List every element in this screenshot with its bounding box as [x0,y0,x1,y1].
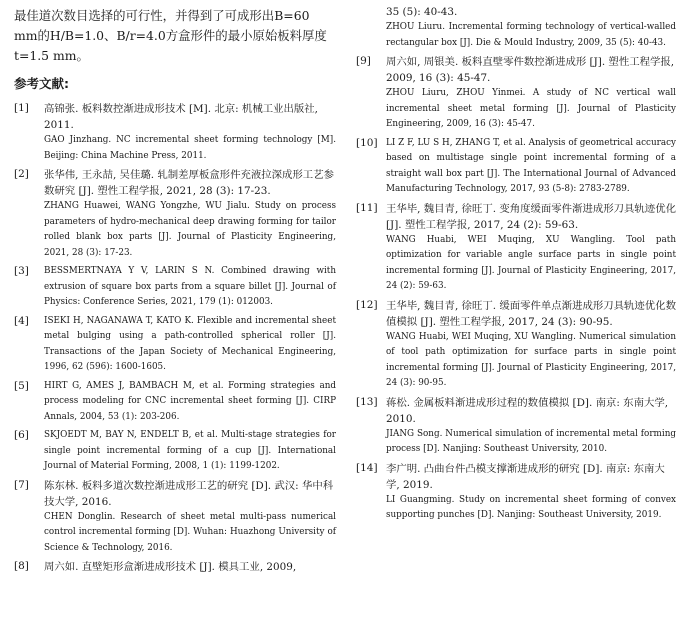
reference-english: WANG Huabi, WEI Muqing, XU Wangling. Tool path optimization for variable angle surface parts in single point incremental forming [J]. Journal of Plasticity Engineering, 2017, 24 (2): 59-63. [386,234,676,291]
reference-number: [8] [14,560,29,572]
reference-english: ZHANG Huawei, WANG Yongzhe, WU Jialu. Study on process parameters of hydro-mechanical deep drawing forming for tailor rolled blank box parts [J]. Journal of Plasticity Engineering, 2021, 28 (3): 17-23. [44,201,336,258]
reference-number: [11] [356,201,378,214]
reference-entry [356,298,676,392]
reference-number: [12] [356,298,378,311]
reference-number: [14] [356,461,378,474]
reference-entry [14,379,336,426]
reference-english: LI Z F, LU S H, ZHANG T, et al. Analysis of geometrical accuracy based on multistage single point incremental forming of a straight wall box part [J]. The International Journal of Advanced Manufacturing Technology, 2017, 93 (5-8): 2783-2789. [386,137,676,194]
reference-number: [2] [14,168,29,180]
reference-entry [14,101,336,164]
reference-number: [6] [14,429,29,441]
intro-paragraph: 最佳道次数目选择的可行性，并得到了可成形出B=60 mm的H/B=1.0、B/r=4.0方盒形件的最小原始板料厚度t=1.5 mm。 [14,8,327,63]
left-column [14,0,336,578]
reference-entry [356,461,676,524]
reference-chinese: 陈东林. 板料多道次数控渐进成形工艺的研究 [D]. 武汉: 华中科技大学, 2016. [44,479,334,508]
reference-english: CHEN Donglin. Research of sheet metal multi-pass numerical control incremental forming [D]. Wuhan: Huazhong University of Science & Technology, 2016. [44,511,336,553]
reference-english: ZHOU Liuru, ZHOU Yinmei. A study of NC vertical wall incremental sheet metal forming [J]. Journal of Plasticity Engineering, 2009, 16 (3): 45-47. [386,88,676,129]
reference-chinese: 张华伟, 王永喆, 吴佳璐. 轧制差厚板盒形件充液拉深成形工艺参数研究 [J]. 塑性工程学报, 2021, 28 (3): 17-23. [44,169,334,197]
reference-chinese: 蒋松. 金属板料渐进成形过程的数值模拟 [D]. 南京: 东南大学, 2010. [386,396,669,425]
reference-chinese: 周六如, 周银美. 板料直壁零件数控渐进成形 [J]. 塑性工程学报, 2009, 16 (3): 45-47. [386,56,675,84]
reference-entry [14,559,336,575]
reference-english: GAO Jinzhang. NC incremental sheet forming technology [M]. Beijing: China Machine Press, 2011. [44,135,336,161]
reference-entry [356,395,676,458]
reference-english: ZHOU Liuru. Incremental forming technology of vertical-walled rectangular box [J]. Die & Mould Industry, 2009, 35 (5): 40-43. [386,22,676,48]
reference-number: [4] [14,314,29,327]
reference-list-right [356,4,676,524]
reference-entry [14,428,336,475]
reference-number: [5] [14,379,29,392]
reference-list-left [14,101,336,575]
references-heading: 参考文献: [14,76,69,91]
reference-entry [14,478,336,557]
reference-entry [356,136,676,198]
reference-number: [9] [356,55,371,67]
right-column [356,0,676,527]
reference-entry [356,54,676,133]
reference-number: [1] [14,102,29,114]
reference-entry [14,264,336,311]
reference-number: [10] [356,136,378,149]
reference-number: [7] [14,478,29,491]
reference-english: ISEKI H, NAGANAWA T, KATO K. Flexible and incremental sheet metal bulging using a path-controlled spherical roller [J]. Transactions of the Japan Society of Mechanical Engineering, 1996, 62 (596): 1600-1605. [44,315,336,372]
reference-chinese: 李广明. 凸曲台件凸模支撑渐进成形的研究 [D]. 南京: 东南大学, 2019. [386,462,665,491]
reference-number: [13] [356,395,378,408]
reference-english: SKJOEDT M, BAY N, ENDELT B, et al. Multi-stage strategies for single point incremental forming of a cup [J]. International Journal of Material Forming, 2008, 1 (1): 1199-1202. [44,430,336,471]
reference-chinese: 高锦张. 板料数控渐进成形技术 [M]. 北京: 机械工业出版社, 2011. [44,103,318,131]
reference-english: BESSMERTNAYA Y V, LARIN S N. Combined drawing with extrusion of square box parts from a square billet [J]. Journal of Physics: Conference Series, 2021, 179 (1): 012003. [44,266,336,307]
reference-english: HIRT G, AMES J, BAMBACH M, et al. Forming strategies and process modeling for CNC incremental sheet forming [J]. CIRP Annals, 2004, 53 (1): 203-206. [44,380,336,422]
reference-chinese: 王华毕, 魏目青, 徐旺丁. 变角度缓面零件渐进成形刀具轨迹优化 [J]. 塑性工程学报, 2017, 24 (2): 59-63. [386,202,676,231]
reference-entry [14,314,336,376]
reference-number [356,4,386,51]
reference-english: JIANG Song. Numerical simulation of incremental metal forming process [D]. Nanjing: Southeast University, 2010. [386,428,676,454]
reference-english: WANG Huabi, WEI Muqing, XU Wangling. Numerical simulation of tool path optimization for surface parts in single point incremental forming [J]. Journal of Plasticity Engineering, 2017, 24 (3): 90-95. [386,331,676,388]
reference-entry [356,4,676,51]
reference-english: LI Guangming. Study on incremental sheet forming of convex supporting punches [D]. Nanjing: Southeast University, 2019. [386,494,676,520]
reference-chinese: 周六如. 直壁矩形盒渐进成形技术 [J]. 模具工业, 2009, [44,561,297,573]
reference-entry [356,201,676,295]
reference-chinese: 王华毕, 魏目青, 徐旺丁. 缓面零件单点渐进成形刀具轨迹优化数值模拟 [J]. 塑性工程学报, 2017, 24 (3): 90-95. [386,299,676,328]
reference-chinese: 35 (5): 40-43. [386,6,458,18]
reference-entry [14,167,336,261]
reference-number: [3] [14,265,29,277]
